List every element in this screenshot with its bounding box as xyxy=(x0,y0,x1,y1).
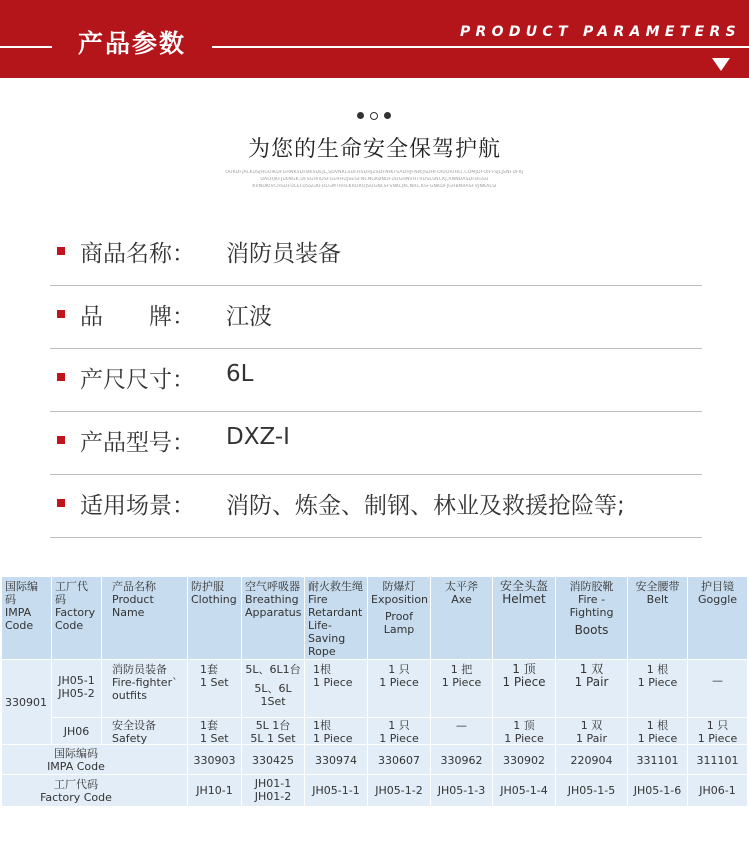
dots-ornament-icon xyxy=(357,111,393,121)
slogan: 为您的生命安全保驾护航 xyxy=(247,137,501,162)
row2-factory xyxy=(52,718,102,745)
impa-code-cell: 331101 xyxy=(628,745,688,775)
text: 消防胶靴 xyxy=(569,580,614,593)
header-title-cn: 产品参数 xyxy=(78,29,187,58)
text: 1 Piece xyxy=(697,732,738,745)
header-clothing xyxy=(188,577,242,660)
impa-code-cell: 330974 xyxy=(305,745,368,775)
text: JH05-2 xyxy=(58,687,95,700)
impa-code-cell: 330903 xyxy=(188,745,242,775)
text: 护目镜 xyxy=(701,580,734,593)
row1-boots xyxy=(556,660,628,718)
text: 1 Piece xyxy=(637,732,678,745)
text: JH01-2 xyxy=(254,790,292,803)
text: 国际编码 xyxy=(5,580,38,606)
text: 1 只 xyxy=(388,719,410,732)
header-axe xyxy=(431,577,493,660)
param-row-size xyxy=(50,349,702,412)
text: 防爆灯 xyxy=(382,580,416,593)
text: 1 只 xyxy=(388,663,410,676)
text: Retardant xyxy=(308,606,363,619)
text: 1 Piece xyxy=(637,676,678,689)
text: Apparatus xyxy=(245,606,302,619)
text: 安全设备 xyxy=(112,719,156,732)
row1-lamp xyxy=(368,660,431,718)
factory-code-cell: JH05-1-4 xyxy=(493,775,556,806)
dot-icon xyxy=(357,112,364,119)
factory-code-cell: JH05-1-3 xyxy=(431,775,493,806)
text: Proof Lamp xyxy=(383,610,415,636)
row1-product xyxy=(102,660,188,718)
text: 1 顶 xyxy=(513,719,535,732)
row2-lamp xyxy=(368,718,431,745)
slogan-fine-text: OUKDFJALKUSJHGUIKDFGHNKSDFBKSDEJL,SDVNKLSDFHSDHJZSDFNIKFSADHJFNIKJSDHFOIUOIUHLT.COMJDFOIFFSJLJSNFDFKJ xyxy=(225,170,524,175)
dot-icon xyxy=(384,112,391,119)
param-row-scene xyxy=(50,475,702,538)
text: 5L 1台 xyxy=(255,719,291,732)
text: 1 Piece xyxy=(379,676,419,689)
text: 安全头盔 xyxy=(499,579,548,593)
text: 1 Piece xyxy=(502,675,546,689)
text: 国际编码 xyxy=(54,747,98,760)
header-boots xyxy=(556,577,628,660)
text: 1 根 xyxy=(646,663,669,676)
row1-rope xyxy=(305,660,368,718)
header-breathing xyxy=(242,577,305,660)
header-bar xyxy=(0,0,749,78)
param-row-brand xyxy=(50,286,702,349)
text: 1Set xyxy=(260,695,286,708)
bullet-icon xyxy=(57,310,65,318)
header-divider-left xyxy=(0,46,52,48)
row2-axe xyxy=(431,718,493,745)
text: 1 Piece xyxy=(441,676,482,689)
text: Fire-fighter` xyxy=(112,676,178,689)
text: 1 Piece xyxy=(504,732,544,745)
row1-breathing xyxy=(242,660,305,718)
header-rope xyxy=(305,577,368,660)
text: Fire xyxy=(308,593,328,606)
text: 太平斧 xyxy=(445,580,478,593)
header-divider-right xyxy=(212,46,749,48)
text: Factory Code xyxy=(40,791,112,804)
slogan-fine-text: DALHJKFJLKNGK,DFSGHIIDSFGERHUJSEGFNCNGKBNDFUDGHNVHTRDSLSNCKJ,ANNDASDFBGSU xyxy=(260,177,489,182)
text: 5L、6L1台 xyxy=(245,663,301,676)
text: 产品名称 xyxy=(112,580,156,593)
row2-helmet xyxy=(493,718,556,745)
text: JH05-1 xyxy=(58,674,95,687)
text: Boots xyxy=(574,623,609,637)
row2-rope xyxy=(305,718,368,745)
impa-code-cell: 330425 xyxy=(242,745,305,775)
param-label: 品 牌： xyxy=(80,304,195,330)
factory-row-label xyxy=(2,775,188,806)
factory-code-cell: JH05-1-5 xyxy=(556,775,628,806)
bullet-icon xyxy=(57,499,65,507)
impa-row-label xyxy=(2,745,188,775)
header-impa xyxy=(2,577,52,660)
text: IMPA xyxy=(5,606,32,619)
text: 安全腰带 xyxy=(635,580,680,593)
text: Helmet xyxy=(502,592,546,606)
header-product xyxy=(102,577,188,660)
param-value: 6L xyxy=(226,361,254,387)
text: 1 双 xyxy=(579,662,604,676)
param-label: 适用场景： xyxy=(80,493,195,519)
dot-hollow-icon xyxy=(370,112,378,120)
header-title-en: PRODUCT PARAMETERS xyxy=(460,24,741,40)
row1-helmet xyxy=(493,660,556,718)
text: Life-Saving xyxy=(308,619,346,645)
text: 1 Piece xyxy=(379,732,419,745)
row2-boots xyxy=(556,718,628,745)
impa-code-cell: 311101 xyxy=(688,745,747,775)
text: outfits xyxy=(112,689,147,702)
text: Exposition xyxy=(371,593,429,606)
bullet-icon xyxy=(57,436,65,444)
impa-code-cell: 220904 xyxy=(556,745,628,775)
impa-code-cell: 330902 xyxy=(493,745,556,775)
text: JH01-1 xyxy=(254,777,292,790)
text: 1 根 xyxy=(646,719,669,732)
row2-breathing xyxy=(242,718,305,745)
row2-clothing xyxy=(188,718,242,745)
param-value: 消防、炼金、制钢、林业及救援抢险等; xyxy=(226,493,625,519)
text: Product Name xyxy=(112,593,154,619)
text: 1 Piece xyxy=(313,732,353,745)
text: Fire -Fighting xyxy=(569,593,614,619)
row1-clothing xyxy=(188,660,242,718)
text: 1 Set xyxy=(200,732,229,745)
text: Clothing xyxy=(191,593,237,606)
text: 1 Set xyxy=(200,676,229,689)
text: 工厂代码 xyxy=(55,580,88,606)
text: Axe xyxy=(451,593,472,606)
param-value: 江波 xyxy=(226,304,272,330)
text: 1 顶 xyxy=(512,662,536,676)
text: 1 只 xyxy=(706,719,729,732)
text: 工厂代码 xyxy=(54,778,98,791)
text: 5L、6L xyxy=(254,682,292,695)
param-label: 商品名称： xyxy=(80,241,195,267)
param-value: DXZ-I xyxy=(226,424,290,450)
text: 防护服 xyxy=(191,580,224,593)
param-value: 消防员装备 xyxy=(226,241,341,267)
text: 1根 xyxy=(313,663,331,676)
header-belt xyxy=(628,577,688,660)
text: 1 Pair xyxy=(576,732,607,745)
spec-table xyxy=(2,577,747,806)
text: IMPA Code xyxy=(47,760,105,773)
text: Goggle xyxy=(697,593,738,606)
text: 1根 xyxy=(313,719,331,732)
text: Code xyxy=(55,619,84,632)
factory-code-cell: JH05-1-6 xyxy=(628,775,688,806)
text: 1 把 xyxy=(450,663,473,676)
text: JH06 xyxy=(63,725,90,738)
text: Factory xyxy=(55,606,96,619)
impa-code-cell: 330607 xyxy=(368,745,431,775)
param-row-name xyxy=(50,223,702,286)
text: Code xyxy=(5,619,34,632)
row1-factory xyxy=(52,660,102,718)
divider xyxy=(50,537,702,538)
text: 1 双 xyxy=(580,719,603,732)
header-helmet xyxy=(493,577,556,660)
text: — xyxy=(712,674,723,687)
header-goggle xyxy=(688,577,747,660)
text: 1 Pair xyxy=(574,675,609,689)
header-factory xyxy=(52,577,102,660)
text: Rope xyxy=(308,645,336,658)
row1-goggle xyxy=(688,660,747,718)
param-row-model xyxy=(50,412,702,475)
header-lamp xyxy=(368,577,431,660)
text: 耐火救生绳 xyxy=(308,580,363,593)
factory-code-cell: JH10-1 xyxy=(188,775,242,806)
text: Safety xyxy=(112,732,148,745)
triangle-down-icon xyxy=(712,58,730,71)
row2-goggle xyxy=(688,718,747,745)
row1-belt xyxy=(628,660,688,718)
group-code: 330901 xyxy=(2,660,52,745)
bullet-icon xyxy=(57,373,65,381)
slogan-fine-text: KVNDKIVCHSDFULEFDSSGKFDLGMTRHLKRUROJSUGNLSFSNKLJKCNRL,KSFGNKDFJGHBNRASFVJNKALSI xyxy=(252,184,497,189)
text: 1套 xyxy=(200,719,218,732)
factory-code-cell: JH05-1-2 xyxy=(368,775,431,806)
text: 5L 1 Set xyxy=(250,732,296,745)
text: Breathing xyxy=(245,593,299,606)
param-label: 产尺尺寸： xyxy=(80,367,195,393)
text: 消防员装备 xyxy=(112,663,167,676)
text: 1 Piece xyxy=(313,676,353,689)
row2-product xyxy=(102,718,188,745)
text: 空气呼吸器 xyxy=(245,580,300,593)
text: 1套 xyxy=(200,663,218,676)
bullet-icon xyxy=(57,247,65,255)
impa-code-cell: 330962 xyxy=(431,745,493,775)
factory-code-cell xyxy=(242,775,305,806)
text: — xyxy=(456,719,467,732)
row1-axe xyxy=(431,660,493,718)
text: Belt xyxy=(646,593,669,606)
row2-belt xyxy=(628,718,688,745)
param-label: 产品型号： xyxy=(80,430,195,456)
factory-code-cell: JH06-1 xyxy=(688,775,747,806)
factory-code-cell: JH05-1-1 xyxy=(305,775,368,806)
